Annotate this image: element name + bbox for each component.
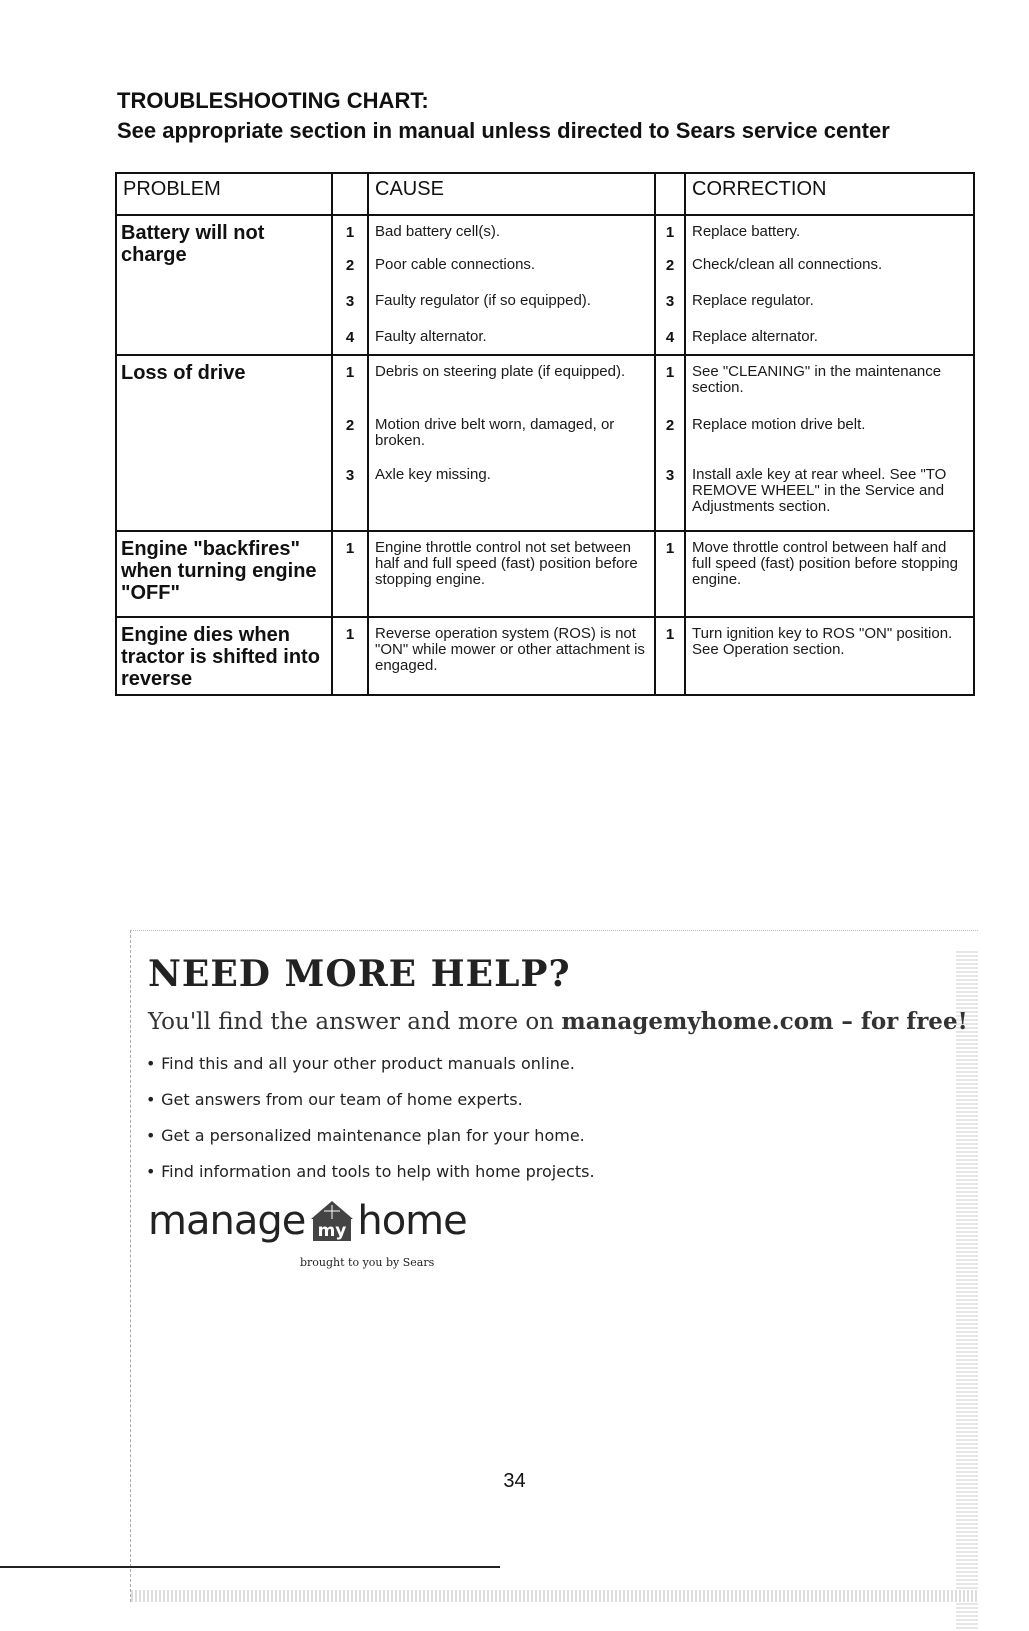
cause-cell: Bad battery cell(s). <box>368 215 655 249</box>
cause-cell: Axle key missing. <box>368 459 655 531</box>
chart-title: TROUBLESHOOTING CHART: <box>117 88 429 113</box>
list-item <box>146 1089 595 1125</box>
correction-cell: Replace alternator. <box>685 321 974 355</box>
bullet-text: Find information and tools to help with home projects. <box>161 1162 595 1181</box>
column-header-correction: CORRECTION <box>685 173 974 215</box>
help-subtitle-post: – for free! <box>833 1008 968 1035</box>
help-subtitle <box>148 1008 968 1035</box>
correction-number: 3 <box>655 285 685 321</box>
help-bullet-list <box>146 1053 595 1197</box>
cause-number: 1 <box>332 215 368 249</box>
page-heading <box>117 86 997 146</box>
correction-number: 4 <box>655 321 685 355</box>
correction-cell: Turn ignition key to ROS "ON" position. See Operation section. <box>685 617 974 695</box>
cause-number: 4 <box>332 321 368 355</box>
correction-number: 1 <box>655 531 685 617</box>
cause-cell: Motion drive belt worn, damaged, or broken. <box>368 409 655 459</box>
problem-cell: Loss of drive <box>116 355 332 531</box>
bullet-icon: • <box>146 1126 156 1145</box>
cause-number: 1 <box>332 617 368 695</box>
list-item <box>146 1125 595 1161</box>
help-site-link[interactable]: managemyhome.com <box>561 1008 834 1035</box>
logo-word-home: home <box>357 1198 467 1244</box>
managemyhome-logo <box>148 1196 467 1246</box>
scan-edge-right <box>956 951 978 1631</box>
problem-cell: Engine dies when tractor is shifted into reverse <box>116 617 332 695</box>
bottom-rule <box>0 1566 500 1568</box>
help-subtitle-pre: You'll find the answer and more on <box>148 1009 562 1035</box>
problem-cell: Engine "backfires" when turning engine "OFF" <box>116 531 332 617</box>
bullet-text: Get answers from our team of home experts. <box>161 1090 523 1109</box>
bullet-icon: • <box>146 1054 156 1073</box>
table-row <box>116 531 974 617</box>
list-item <box>146 1053 595 1089</box>
cause-cell: Faulty regulator (if so equipped). <box>368 285 655 321</box>
correction-number: 2 <box>655 409 685 459</box>
cause-number: 3 <box>332 285 368 321</box>
cause-number: 1 <box>332 355 368 409</box>
scan-edge-bottom <box>131 1590 979 1602</box>
cause-number: 3 <box>332 459 368 531</box>
chart-subtitle: See appropriate section in manual unless directed to Sears service center <box>117 118 890 143</box>
correction-number: 2 <box>655 249 685 285</box>
correction-number: 1 <box>655 617 685 695</box>
cause-cell: Reverse operation system (ROS) is not "ON" while mower or other attachment is engaged. <box>368 617 655 695</box>
help-title: NEED MORE HELP? <box>148 953 571 995</box>
house-icon <box>309 1199 355 1243</box>
correction-cell: Check/clean all connections. <box>685 249 974 285</box>
cause-number: 1 <box>332 531 368 617</box>
correction-cell: Replace regulator. <box>685 285 974 321</box>
table-row <box>116 215 974 249</box>
column-header-problem: PROBLEM <box>116 173 332 215</box>
bullet-text: Find this and all your other product manuals online. <box>161 1054 575 1073</box>
correction-cell: Move throttle control between half and full speed (fast) position before stopping engine. <box>685 531 974 617</box>
bullet-icon: • <box>146 1162 156 1181</box>
column-header-spacer <box>655 173 685 215</box>
brand-byline: brought to you by Sears <box>300 1256 435 1269</box>
cause-number: 2 <box>332 409 368 459</box>
correction-cell: Install axle key at rear wheel. See "TO REMOVE WHEEL" in the Service and Adjustments section. <box>685 459 974 531</box>
cause-cell: Debris on steering plate (if equipped). <box>368 355 655 409</box>
bullet-icon: • <box>146 1090 156 1109</box>
troubleshooting-table <box>115 172 975 696</box>
correction-number: 1 <box>655 355 685 409</box>
column-header-cause: CAUSE <box>368 173 655 215</box>
cause-cell: Engine throttle control not set between half and full speed (fast) position before stopping engine. <box>368 531 655 617</box>
correction-cell: Replace motion drive belt. <box>685 409 974 459</box>
logo-word-manage: manage <box>148 1198 306 1244</box>
table-row <box>116 355 974 409</box>
cause-cell: Poor cable connections. <box>368 249 655 285</box>
bullet-text: Get a personalized maintenance plan for your home. <box>161 1126 585 1145</box>
table-header-row <box>116 173 974 215</box>
correction-number: 1 <box>655 215 685 249</box>
problem-cell: Battery will not charge <box>116 215 332 355</box>
column-header-spacer <box>332 173 368 215</box>
table-row <box>116 617 974 695</box>
page-number: 34 <box>503 1470 526 1492</box>
cause-number: 2 <box>332 249 368 285</box>
cause-cell: Faulty alternator. <box>368 321 655 355</box>
correction-cell: See "CLEANING" in the maintenance section. <box>685 355 974 409</box>
correction-number: 3 <box>655 459 685 531</box>
logo-word-my: my <box>317 1221 347 1241</box>
correction-cell: Replace battery. <box>685 215 974 249</box>
list-item <box>146 1161 595 1197</box>
